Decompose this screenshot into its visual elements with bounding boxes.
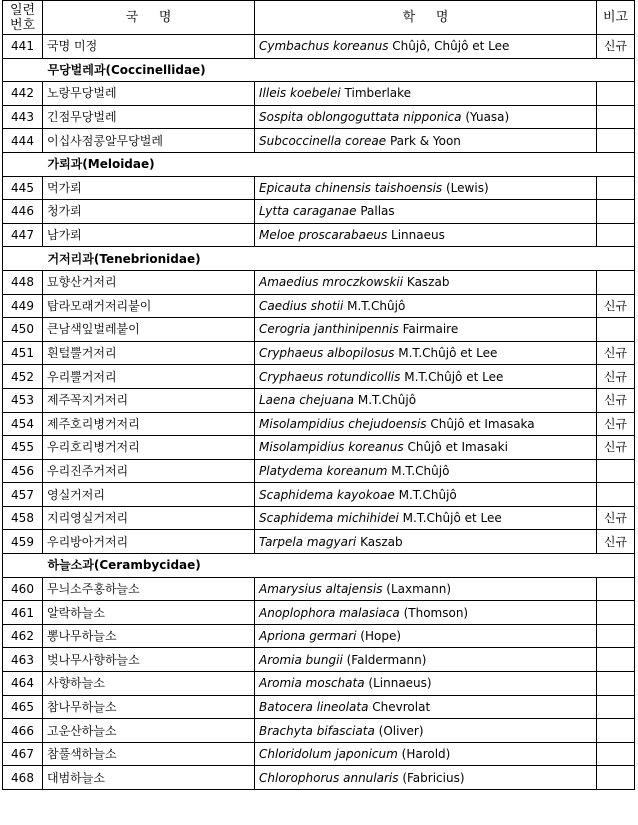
family-number-cell: [3, 554, 43, 578]
korean-name: 우리뿔거저리: [43, 365, 255, 389]
scientific-name: [255, 105, 597, 129]
family-number-cell: [3, 247, 43, 271]
scientific-binomial: Meloe proscarabaeus: [259, 228, 388, 243]
table-row: [3, 318, 635, 342]
scientific-binomial: Apriona germari: [259, 629, 357, 644]
serial-number: 442: [3, 82, 43, 106]
column-header-number: [3, 1, 43, 35]
scientific-name: [255, 695, 597, 719]
note: 신규: [597, 35, 635, 59]
korean-name: 긴점무당벌레: [43, 105, 255, 129]
korean-name: 우리방아거저리: [43, 530, 255, 554]
scientific-name: [255, 388, 597, 412]
serial-number: 468: [3, 766, 43, 790]
korean-name: 먹가뢰: [43, 176, 255, 200]
serial-number: 448: [3, 270, 43, 294]
table-row: [3, 412, 635, 436]
scientific-author: Chevrolat: [372, 699, 431, 714]
scientific-binomial: Misolampidius chejudoensis: [259, 416, 427, 431]
scientific-binomial: Tarpela magyari: [259, 534, 357, 549]
scientific-name: [255, 200, 597, 224]
scientific-binomial: Amaedius mroczkowskii: [259, 275, 404, 290]
korean-name: 고운산하늘소: [43, 719, 255, 743]
scientific-name: [255, 506, 597, 530]
scientific-author: (Yuasa): [465, 110, 510, 125]
korean-name: 대범하늘소: [43, 766, 255, 790]
note: 신규: [597, 530, 635, 554]
korean-name: 참나무하늘소: [43, 695, 255, 719]
note: [597, 459, 635, 483]
korean-name: 청가뢰: [43, 200, 255, 224]
scientific-author: (Lewis): [446, 180, 489, 195]
korean-name: 국명 미정: [43, 35, 255, 59]
scientific-name: [255, 176, 597, 200]
scientific-author: Fairmaire: [402, 322, 459, 337]
scientific-name: [255, 35, 597, 59]
table-row: [3, 105, 635, 129]
serial-number: 457: [3, 483, 43, 507]
family-heading-row: [3, 58, 635, 82]
serial-number: 462: [3, 624, 43, 648]
table-row: [3, 530, 635, 554]
scientific-author: (Laxmann): [386, 581, 452, 596]
scientific-name: [255, 624, 597, 648]
scientific-binomial: Cryphaeus rotundicollis: [259, 369, 401, 384]
scientific-name: [255, 742, 597, 766]
korean-name: 벚나무사향하늘소: [43, 648, 255, 672]
note: [597, 601, 635, 625]
korean-name: 노랑무당벌레: [43, 82, 255, 106]
scientific-name: [255, 483, 597, 507]
family-heading-row: [3, 247, 635, 271]
note: [597, 742, 635, 766]
scientific-author: Timberlake: [344, 86, 412, 101]
family-name: 거저리과(Tenebrionidae): [43, 247, 597, 271]
family-name: 무당벌레과(Coccinellidae): [43, 58, 597, 82]
scientific-binomial: Scaphidema kayokoae: [259, 487, 395, 502]
note: [597, 624, 635, 648]
table-row: [3, 200, 635, 224]
note: [597, 82, 635, 106]
table-row: [3, 82, 635, 106]
serial-number: 452: [3, 365, 43, 389]
scientific-name: [255, 672, 597, 696]
note: [597, 129, 635, 153]
species-table-body: [3, 1, 635, 790]
family-number-cell: [3, 152, 43, 176]
scientific-name: [255, 341, 597, 365]
scientific-binomial: Aromia bungii: [259, 652, 343, 667]
scientific-binomial: Epicauta chinensis taishoensis: [259, 180, 443, 195]
serial-number: 465: [3, 695, 43, 719]
scientific-binomial: Platydema koreanum: [259, 463, 388, 478]
korean-name: 알락하늘소: [43, 601, 255, 625]
column-header-korean-name: 국 명: [43, 1, 255, 35]
serial-number: 447: [3, 223, 43, 247]
serial-number: 454: [3, 412, 43, 436]
scientific-name: [255, 719, 597, 743]
scientific-binomial: Aromia moschata: [259, 676, 365, 691]
note: [597, 672, 635, 696]
scientific-name: [255, 766, 597, 790]
serial-number: 449: [3, 294, 43, 318]
note: [597, 483, 635, 507]
serial-number: 450: [3, 318, 43, 342]
scientific-author: M.T.Chûjô: [391, 463, 450, 478]
scientific-name: [255, 223, 597, 247]
serial-number: 459: [3, 530, 43, 554]
family-name: 하늘소과(Cerambycidae): [43, 554, 597, 578]
scientific-name: [255, 412, 597, 436]
serial-number: 464: [3, 672, 43, 696]
serial-number: 460: [3, 577, 43, 601]
column-header-note: 비고: [597, 1, 635, 35]
serial-number: 451: [3, 341, 43, 365]
note: [597, 719, 635, 743]
note: 신규: [597, 365, 635, 389]
scientific-author: Chûjô et Imasaki: [407, 440, 508, 455]
note: 신규: [597, 436, 635, 460]
species-table: [2, 0, 635, 790]
table-row: [3, 459, 635, 483]
korean-name: 묘향산거저리: [43, 270, 255, 294]
scientific-author: (Thomson): [403, 605, 469, 620]
serial-number: 441: [3, 35, 43, 59]
scientific-author: (Harold): [401, 747, 451, 762]
serial-number: 463: [3, 648, 43, 672]
korean-name: 제주호리병거저리: [43, 412, 255, 436]
serial-number: 453: [3, 388, 43, 412]
scientific-name: [255, 530, 597, 554]
scientific-author: (Oliver): [378, 723, 424, 738]
table-row: [3, 483, 635, 507]
scientific-name: [255, 577, 597, 601]
serial-number: 461: [3, 601, 43, 625]
scientific-author: (Faldermann): [346, 652, 427, 667]
korean-name: 탐라모래거저리붙이: [43, 294, 255, 318]
korean-name: 뽕나무하늘소: [43, 624, 255, 648]
scientific-author: M.T.Chûjô et Lee: [398, 346, 498, 361]
scientific-binomial: Lytta caraganae: [259, 204, 357, 219]
table-row: [3, 672, 635, 696]
scientific-name: [255, 459, 597, 483]
scientific-binomial: Batocera lineolata: [259, 699, 369, 714]
korean-name: 흰털뿔거저리: [43, 341, 255, 365]
serial-number: 455: [3, 436, 43, 460]
serial-number: 458: [3, 506, 43, 530]
scientific-name: [255, 294, 597, 318]
table-row: [3, 223, 635, 247]
table-row: [3, 436, 635, 460]
scientific-author: M.T.Chûjô: [347, 298, 406, 313]
scientific-author: M.T.Chûjô et Lee: [402, 511, 502, 526]
scientific-name: [255, 601, 597, 625]
column-header-scientific-name: 학 명: [255, 1, 597, 35]
note: 신규: [597, 341, 635, 365]
family-note-cell: [597, 58, 635, 82]
scientific-author: M.T.Chûjô: [398, 487, 457, 502]
table-row: [3, 365, 635, 389]
table-row: [3, 506, 635, 530]
korean-name: 지리영실거저리: [43, 506, 255, 530]
note: [597, 223, 635, 247]
korean-name: 무늬소주홍하늘소: [43, 577, 255, 601]
family-name: 가뢰과(Meloidae): [43, 152, 597, 176]
table-row: [3, 695, 635, 719]
scientific-binomial: Subcoccinella coreae: [259, 133, 387, 148]
scientific-binomial: Misolampidius koreanus: [259, 440, 404, 455]
scientific-binomial: Amarysius altajensis: [259, 581, 383, 596]
scientific-name: [255, 270, 597, 294]
table-row: [3, 742, 635, 766]
scientific-name: [255, 82, 597, 106]
scientific-author: Chûjô et Imasaka: [430, 416, 535, 431]
note: [597, 318, 635, 342]
family-heading-row: [3, 554, 635, 578]
scientific-binomial: Anoplophora malasiaca: [259, 605, 400, 620]
note: [597, 105, 635, 129]
note: 신규: [597, 412, 635, 436]
scientific-binomial: Cymbachus koreanus: [259, 39, 389, 54]
korean-name: 사향하늘소: [43, 672, 255, 696]
korean-name: 남가뢰: [43, 223, 255, 247]
serial-number: 443: [3, 105, 43, 129]
korean-name: 우리진주거저리: [43, 459, 255, 483]
scientific-binomial: Illeis koebelei: [259, 86, 341, 101]
table-row: [3, 270, 635, 294]
table-row: [3, 35, 635, 59]
note: [597, 695, 635, 719]
scientific-binomial: Scaphidema michihidei: [259, 511, 399, 526]
scientific-author: (Linnaeus): [368, 676, 432, 691]
korean-name: 참풀색하늘소: [43, 742, 255, 766]
table-row: [3, 601, 635, 625]
serial-number: 445: [3, 176, 43, 200]
table-row: [3, 624, 635, 648]
serial-number: 444: [3, 129, 43, 153]
family-note-cell: [597, 554, 635, 578]
scientific-name: [255, 365, 597, 389]
scientific-author: (Hope): [360, 629, 402, 644]
serial-number: 467: [3, 742, 43, 766]
scientific-author: Pallas: [360, 204, 395, 219]
note: [597, 200, 635, 224]
table-row: [3, 388, 635, 412]
scientific-binomial: Caedius shotii: [259, 298, 344, 313]
scientific-author: Park & Yoon: [389, 133, 461, 148]
scientific-binomial: Cryphaeus albopilosus: [259, 346, 395, 361]
serial-number: 466: [3, 719, 43, 743]
serial-number: 446: [3, 200, 43, 224]
note: 신규: [597, 388, 635, 412]
scientific-name: [255, 129, 597, 153]
note: 신규: [597, 294, 635, 318]
column-header-number-line: 번호: [9, 17, 36, 33]
column-header-number-line: 일련: [9, 2, 36, 18]
note: [597, 270, 635, 294]
scientific-author: Linnaeus: [391, 228, 445, 243]
korean-name: 제주꼭지거저리: [43, 388, 255, 412]
note: [597, 766, 635, 790]
table-row: [3, 648, 635, 672]
note: 신규: [597, 506, 635, 530]
scientific-binomial: Brachyta bifasciata: [259, 723, 375, 738]
family-note-cell: [597, 152, 635, 176]
scientific-author: (Fabricius): [402, 770, 465, 785]
family-heading-row: [3, 152, 635, 176]
table-header-row: [3, 1, 635, 35]
family-number-cell: [3, 58, 43, 82]
table-row: [3, 719, 635, 743]
korean-name: 큰남색잎벌레붙이: [43, 318, 255, 342]
korean-name: 영실거저리: [43, 483, 255, 507]
scientific-author: M.T.Chûjô et Lee: [404, 369, 504, 384]
table-row: [3, 577, 635, 601]
scientific-binomial: Sospita oblongoguttata nipponica: [259, 110, 462, 125]
scientific-binomial: Chlorophorus annularis: [259, 770, 399, 785]
scientific-author: M.T.Chûjô: [357, 393, 417, 408]
table-row: [3, 294, 635, 318]
scientific-name: [255, 318, 597, 342]
scientific-name: [255, 436, 597, 460]
korean-name: 우리호리병거저리: [43, 436, 255, 460]
note: [597, 577, 635, 601]
table-row: [3, 176, 635, 200]
scientific-author: Chûjô, Chûjô et Lee: [392, 39, 510, 54]
table-row: [3, 766, 635, 790]
korean-name: 이십사점콩알무당벌레: [43, 129, 255, 153]
serial-number: 456: [3, 459, 43, 483]
scientific-author: Kaszab: [360, 534, 403, 549]
scientific-binomial: Chloridolum japonicum: [259, 747, 398, 762]
scientific-binomial: Cerogria janthinipennis: [259, 322, 399, 337]
note: [597, 648, 635, 672]
scientific-binomial: Laena chejuana: [259, 393, 355, 408]
family-note-cell: [597, 247, 635, 271]
scientific-author: Kaszab: [406, 275, 450, 290]
scientific-name: [255, 648, 597, 672]
note: [597, 176, 635, 200]
table-row: [3, 341, 635, 365]
table-row: [3, 129, 635, 153]
